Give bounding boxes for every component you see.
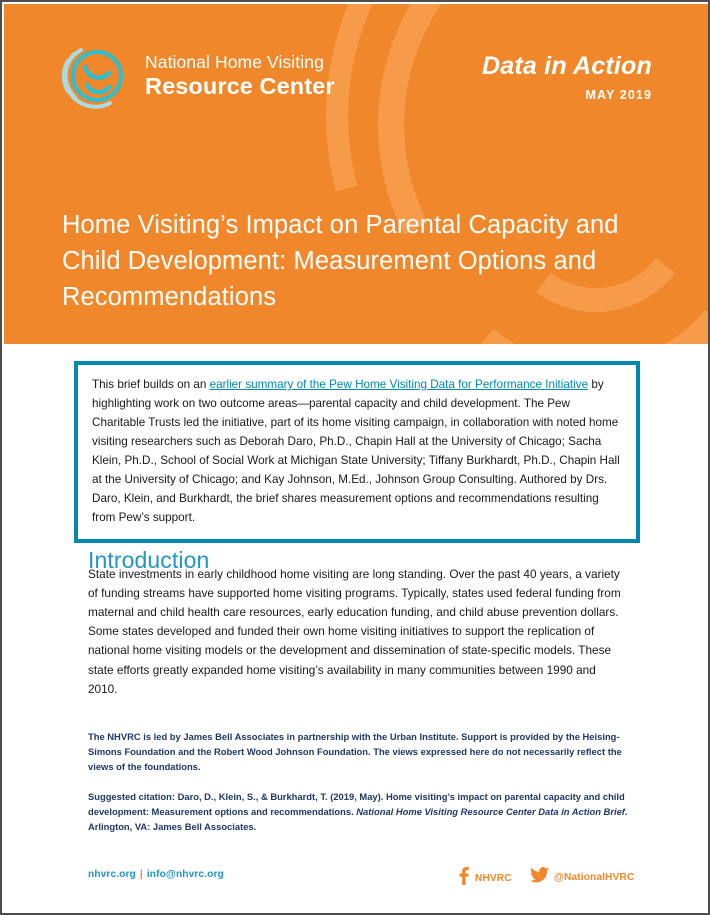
logo-line-2: Resource Center <box>145 72 335 99</box>
twitter-handle: @NationalHVRC <box>554 872 635 883</box>
twitter-link[interactable] <box>530 867 634 888</box>
page-footer <box>2 869 708 891</box>
footer-separator: | <box>139 869 143 880</box>
callout-text-after: by highlighting work on two outcome areas—parental capacity and child development. The Pew Charitable Trusts led the initiative, part of its home visiting campaign, in collaboration with noted home visiting researchers such as Deborah Daro, Ph.D., Chapin Hall at the University of Chicago; Sacha Klein, Ph.D., School of Social Work at Michigan State University; Tiffany Burkhardt, Ph.D., Chapin Hall at the University of Chicago; and Kay Johnson, M.Ed., Johnson Group Consulting. Authored by Drs. Daro, Klein, and Burkhardt, the brief shares measurement options and recommendations resulting from Pew’s support. <box>92 378 620 524</box>
nhvrc-spiral-logo-icon <box>59 40 131 112</box>
brief-series-title: Data in Action <box>482 52 652 80</box>
twitter-icon <box>530 867 549 888</box>
suggested-citation <box>88 789 638 835</box>
introduction-heading: Introduction <box>88 547 210 574</box>
website-link[interactable]: nhvrc.org <box>88 869 136 880</box>
brief-date: MAY 2019 <box>585 88 652 102</box>
logo-line-1: National Home Visiting <box>145 52 324 72</box>
citation-source-italic: National Home Visiting Resource Center Data in Action Brief <box>356 805 625 817</box>
summary-callout-box <box>74 361 640 543</box>
callout-text-before: This brief builds on an <box>92 378 210 391</box>
email-link[interactable]: info@nhvrc.org <box>146 869 224 880</box>
earlier-summary-link[interactable]: earlier summary of the Pew Home Visiting Data for Performance Initiative <box>209 378 589 391</box>
callout-text <box>92 376 623 528</box>
page-title: Home Visiting’s Impact on Parental Capacity and Child Development: Measurement Options and Recommendations <box>62 211 619 312</box>
citation-part-2: . Arlington, VA: James Bell Associates. <box>88 805 628 833</box>
footnotes <box>88 729 638 834</box>
introduction-body: State investments in early childhood home visiting are long standing. Over the past 40 years, a variety of funding streams have supported home visiting programs. Typically, states used federal funding from maternal and child health care resources, early education funding, and child abuse prevention dollars. Some states developed and funded their own home visiting initiatives to support the replication of national home visiting models or the development and dissemination of state-specific models. These state efforts greatly expanded home visiting’s availability in many communities between 1990 and 2010. <box>88 567 621 696</box>
logo-wordmark <box>145 54 335 98</box>
facebook-icon <box>457 867 470 890</box>
footer-contact-links <box>88 869 224 880</box>
facebook-handle: NHVRC <box>475 873 512 884</box>
funding-note: The NHVRC is led by James Bell Associates in partnership with the Urban Institute. Support is provided by the Heising-Simons Foundation and the Robert Wood Johnson Foundation. The views expressed here do not necessarily reflect the views of the foundations. <box>88 731 622 773</box>
document-header <box>4 4 710 344</box>
nhvrc-logo[interactable] <box>59 40 335 112</box>
citation-part-1: Suggested citation: Daro, D., Klein, S., & Burkhardt, T. (2019, May). Home visiting’s impact on parental capacity and child development: Measurement options and recommendations. <box>88 790 625 817</box>
facebook-link[interactable] <box>457 867 512 890</box>
